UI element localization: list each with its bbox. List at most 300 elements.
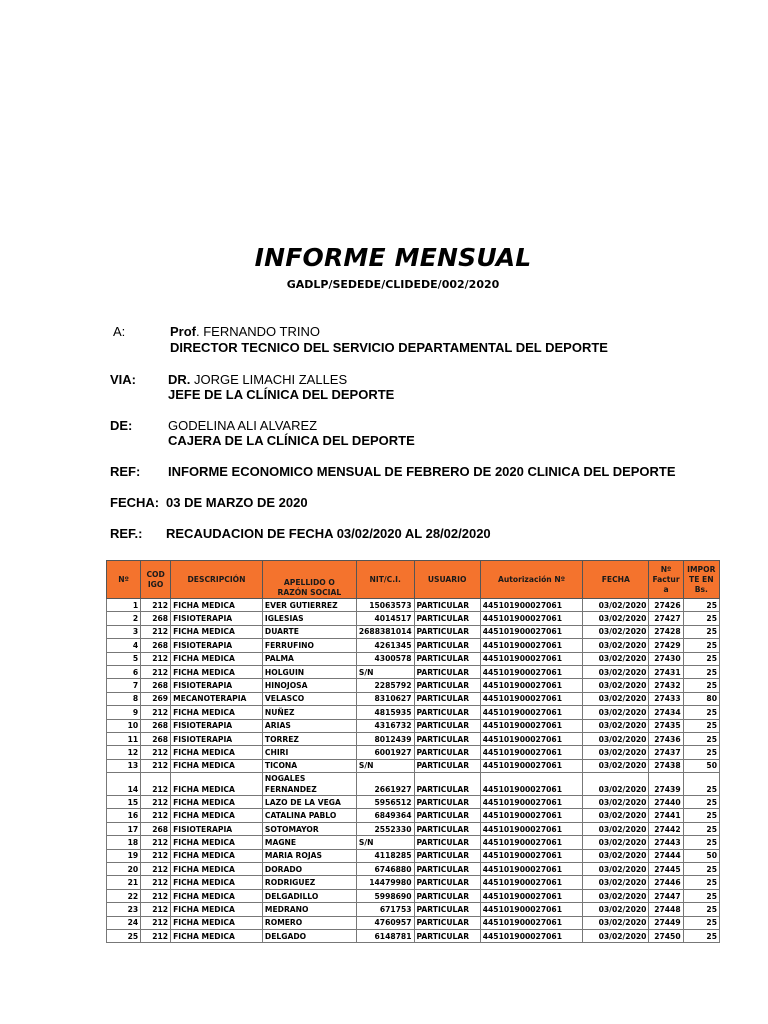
cell-num: 3 (107, 625, 141, 638)
cell-apellido: TORREZ (262, 732, 356, 745)
col-header-usuario: USUARIO (414, 561, 480, 599)
cell-fecha: 03/02/2020 (583, 746, 649, 759)
via-addressee (168, 372, 347, 387)
cell-factura: 27429 (649, 639, 683, 652)
cell-importe: 50 (683, 849, 719, 862)
cell-importe: 25 (683, 916, 719, 929)
via-role: JEFE DE LA CLÍNICA DEL DEPORTE (168, 387, 395, 402)
cell-apellido: TICONA (262, 759, 356, 772)
cell-factura: 27435 (649, 719, 683, 732)
cell-nit: 4316732 (356, 719, 414, 732)
cell-fecha: 03/02/2020 (583, 612, 649, 625)
cell-factura: 27437 (649, 746, 683, 759)
cell-autorizacion: 445101900027061 (480, 929, 583, 942)
cell-num: 24 (107, 916, 141, 929)
revenue-table (106, 560, 720, 943)
cell-usuario: PARTICULAR (414, 889, 480, 902)
cell-factura: 27427 (649, 612, 683, 625)
cell-importe: 25 (683, 796, 719, 809)
cell-apellido: ROMERO (262, 916, 356, 929)
table-row (107, 732, 720, 745)
table-row (107, 639, 720, 652)
table-row (107, 849, 720, 862)
cell-descripcion: FICHA MEDICA (171, 759, 263, 772)
cell-autorizacion: 445101900027061 (480, 863, 583, 876)
table-row (107, 692, 720, 705)
cell-importe: 25 (683, 719, 719, 732)
cell-autorizacion: 445101900027061 (480, 809, 583, 822)
cell-usuario: PARTICULAR (414, 903, 480, 916)
cell-codigo: 212 (141, 863, 171, 876)
cell-num: 14 (107, 773, 141, 796)
cell-usuario: PARTICULAR (414, 916, 480, 929)
cell-factura: 27445 (649, 863, 683, 876)
cell-importe: 25 (683, 903, 719, 916)
cell-importe: 25 (683, 639, 719, 652)
cell-factura: 27430 (649, 652, 683, 665)
cell-nit: S/N (356, 836, 414, 849)
cell-factura: 27432 (649, 679, 683, 692)
cell-fecha: 03/02/2020 (583, 599, 649, 612)
cell-importe: 25 (683, 679, 719, 692)
cell-codigo: 212 (141, 625, 171, 638)
table-row (107, 929, 720, 942)
cell-codigo: 269 (141, 692, 171, 705)
table-row (107, 876, 720, 889)
cell-codigo: 212 (141, 849, 171, 862)
cell-autorizacion: 445101900027061 (480, 746, 583, 759)
cell-codigo: 212 (141, 876, 171, 889)
table-row (107, 706, 720, 719)
cell-descripcion: FICHA MEDICA (171, 746, 263, 759)
cell-importe: 25 (683, 863, 719, 876)
cell-num: 21 (107, 876, 141, 889)
cell-codigo: 268 (141, 822, 171, 835)
cell-apellido: DELGADILLO (262, 889, 356, 902)
cell-importe: 25 (683, 929, 719, 942)
cell-fecha: 03/02/2020 (583, 692, 649, 705)
cell-fecha: 03/02/2020 (583, 665, 649, 678)
cell-apellido: IGLESIAS (262, 612, 356, 625)
cell-nit: S/N (356, 759, 414, 772)
cell-descripcion: FISIOTERAPIA (171, 612, 263, 625)
a-addressee (170, 324, 320, 339)
table-row (107, 599, 720, 612)
de-name: GODELINA ALI ALVAREZ (168, 418, 318, 433)
cell-codigo: 212 (141, 652, 171, 665)
cell-factura: 27438 (649, 759, 683, 772)
cell-num: 9 (107, 706, 141, 719)
cell-usuario: PARTICULAR (414, 822, 480, 835)
cell-fecha: 03/02/2020 (583, 836, 649, 849)
cell-factura: 27428 (649, 625, 683, 638)
cell-num: 7 (107, 679, 141, 692)
cell-importe: 50 (683, 759, 719, 772)
col-header-descripcion: DESCRIPCIÓN (171, 561, 263, 599)
cell-descripcion: FICHA MEDICA (171, 809, 263, 822)
cell-num: 13 (107, 759, 141, 772)
table-row (107, 809, 720, 822)
cell-usuario: PARTICULAR (414, 706, 480, 719)
table-row (107, 863, 720, 876)
cell-nit: 6001927 (356, 746, 414, 759)
cell-nit: 5956512 (356, 796, 414, 809)
cell-usuario: PARTICULAR (414, 773, 480, 796)
cell-num: 11 (107, 732, 141, 745)
cell-descripcion: FISIOTERAPIA (171, 732, 263, 745)
cell-descripcion: FICHA MEDICA (171, 652, 263, 665)
cell-fecha: 03/02/2020 (583, 916, 649, 929)
cell-descripcion: FICHA MEDICA (171, 796, 263, 809)
cell-usuario: PARTICULAR (414, 929, 480, 942)
cell-nit: 2285792 (356, 679, 414, 692)
cell-factura: 27434 (649, 706, 683, 719)
cell-usuario: PARTICULAR (414, 652, 480, 665)
cell-importe: 25 (683, 599, 719, 612)
cell-fecha: 03/02/2020 (583, 849, 649, 862)
cell-nit: 2661927 (356, 773, 414, 796)
cell-usuario: PARTICULAR (414, 719, 480, 732)
report-title: INFORME MENSUAL (254, 243, 532, 272)
cell-usuario: PARTICULAR (414, 679, 480, 692)
report-code: GADLP/SEDEDE/CLIDEDE/002/2020 (286, 278, 500, 291)
cell-descripcion: FICHA MEDICA (171, 916, 263, 929)
cell-nit: 14479980 (356, 876, 414, 889)
via-label: VIA: (110, 372, 136, 387)
cell-num: 15 (107, 796, 141, 809)
cell-factura: 27444 (649, 849, 683, 862)
cell-importe: 25 (683, 732, 719, 745)
table-row (107, 652, 720, 665)
cell-factura: 27439 (649, 773, 683, 796)
table-row (107, 836, 720, 849)
cell-codigo: 212 (141, 796, 171, 809)
cell-codigo: 268 (141, 679, 171, 692)
col-header-fecha: FECHA (583, 561, 649, 599)
cell-importe: 25 (683, 612, 719, 625)
cell-nit: 4014517 (356, 612, 414, 625)
cell-descripcion: FICHA MEDICA (171, 599, 263, 612)
cell-nit: 6148781 (356, 929, 414, 942)
cell-descripcion: FICHA MEDICA (171, 773, 263, 796)
cell-fecha: 03/02/2020 (583, 863, 649, 876)
cell-nit: S/N (356, 665, 414, 678)
col-header-codigo: COD IGO (141, 561, 171, 599)
fecha-text: 03 DE MARZO DE 2020 (166, 495, 308, 510)
cell-importe: 25 (683, 706, 719, 719)
cell-usuario: PARTICULAR (414, 665, 480, 678)
cell-usuario: PARTICULAR (414, 796, 480, 809)
ref2-label: REF.: (110, 526, 143, 541)
cell-autorizacion: 445101900027061 (480, 903, 583, 916)
cell-num: 2 (107, 612, 141, 625)
de-role: CAJERA DE LA CLÍNICA DEL DEPORTE (168, 433, 415, 448)
cell-apellido: DORADO (262, 863, 356, 876)
cell-num: 8 (107, 692, 141, 705)
cell-apellido: RODRIGUEZ (262, 876, 356, 889)
cell-num: 1 (107, 599, 141, 612)
cell-descripcion: FISIOTERAPIA (171, 822, 263, 835)
cell-descripcion: MECANOTERAPIA (171, 692, 263, 705)
cell-codigo: 212 (141, 929, 171, 942)
cell-autorizacion: 445101900027061 (480, 599, 583, 612)
cell-descripcion: FICHA MEDICA (171, 863, 263, 876)
cell-nit: 4118285 (356, 849, 414, 862)
cell-factura: 27449 (649, 916, 683, 929)
cell-num: 6 (107, 665, 141, 678)
cell-factura: 27446 (649, 876, 683, 889)
cell-fecha: 03/02/2020 (583, 679, 649, 692)
col-header-importe: IMPOR TE EN Bs. (683, 561, 719, 599)
cell-usuario: PARTICULAR (414, 692, 480, 705)
cell-codigo: 212 (141, 759, 171, 772)
cell-autorizacion: 445101900027061 (480, 822, 583, 835)
cell-codigo: 212 (141, 746, 171, 759)
cell-descripcion: FICHA MEDICA (171, 903, 263, 916)
cell-autorizacion: 445101900027061 (480, 612, 583, 625)
cell-factura: 27426 (649, 599, 683, 612)
cell-descripcion: FICHA MEDICA (171, 849, 263, 862)
cell-codigo: 212 (141, 665, 171, 678)
cell-apellido: SOTOMAYOR (262, 822, 356, 835)
table-row (107, 679, 720, 692)
table-row (107, 903, 720, 916)
cell-codigo: 212 (141, 809, 171, 822)
table-row (107, 719, 720, 732)
a-name: . FERNANDO TRINO (196, 324, 320, 339)
cell-autorizacion: 445101900027061 (480, 759, 583, 772)
cell-autorizacion: 445101900027061 (480, 679, 583, 692)
cell-factura: 27443 (649, 836, 683, 849)
cell-fecha: 03/02/2020 (583, 732, 649, 745)
cell-apellido: HOLGUIN (262, 665, 356, 678)
cell-apellido: FERRUFINO (262, 639, 356, 652)
cell-fecha: 03/02/2020 (583, 903, 649, 916)
cell-usuario: PARTICULAR (414, 746, 480, 759)
cell-fecha: 03/02/2020 (583, 876, 649, 889)
cell-importe: 25 (683, 665, 719, 678)
cell-factura: 27441 (649, 809, 683, 822)
cell-importe: 25 (683, 773, 719, 796)
cell-descripcion: FICHA MEDICA (171, 929, 263, 942)
cell-factura: 27436 (649, 732, 683, 745)
table-row (107, 889, 720, 902)
cell-importe: 25 (683, 809, 719, 822)
ref2-text: RECAUDACION DE FECHA 03/02/2020 AL 28/02/2020 (166, 526, 491, 541)
cell-autorizacion: 445101900027061 (480, 639, 583, 652)
cell-descripcion: FICHA MEDICA (171, 706, 263, 719)
col-header-autorizacion: Autorización Nº (480, 561, 583, 599)
cell-factura: 27450 (649, 929, 683, 942)
cell-factura: 27440 (649, 796, 683, 809)
cell-usuario: PARTICULAR (414, 849, 480, 862)
cell-apellido: VELASCO (262, 692, 356, 705)
cell-importe: 25 (683, 746, 719, 759)
table-row (107, 759, 720, 772)
cell-nit: 15063573 (356, 599, 414, 612)
cell-num: 17 (107, 822, 141, 835)
cell-usuario: PARTICULAR (414, 599, 480, 612)
a-prefix: Prof (170, 324, 196, 339)
cell-fecha: 03/02/2020 (583, 929, 649, 942)
cell-descripcion: FICHA MEDICA (171, 876, 263, 889)
cell-usuario: PARTICULAR (414, 863, 480, 876)
cell-apellido: PALMA (262, 652, 356, 665)
via-name: JORGE LIMACHI ZALLES (190, 372, 348, 387)
cell-autorizacion: 445101900027061 (480, 719, 583, 732)
cell-num: 22 (107, 889, 141, 902)
cell-autorizacion: 445101900027061 (480, 796, 583, 809)
cell-importe: 80 (683, 692, 719, 705)
cell-codigo: 212 (141, 599, 171, 612)
cell-nit: 4760957 (356, 916, 414, 929)
col-header-apellido: APELLIDO O RAZÓN SOCIAL (262, 561, 356, 599)
cell-codigo: 268 (141, 719, 171, 732)
cell-nit: 4261345 (356, 639, 414, 652)
cell-nit: 5998690 (356, 889, 414, 902)
cell-apellido: MAGNE (262, 836, 356, 849)
cell-codigo: 212 (141, 706, 171, 719)
cell-apellido: LAZO DE LA VEGA (262, 796, 356, 809)
cell-importe: 25 (683, 652, 719, 665)
cell-fecha: 03/02/2020 (583, 822, 649, 835)
cell-descripcion: FICHA MEDICA (171, 665, 263, 678)
cell-usuario: PARTICULAR (414, 639, 480, 652)
cell-nit: 6746880 (356, 863, 414, 876)
cell-autorizacion: 445101900027061 (480, 625, 583, 638)
cell-codigo: 268 (141, 732, 171, 745)
cell-autorizacion: 445101900027061 (480, 836, 583, 849)
cell-autorizacion: 445101900027061 (480, 876, 583, 889)
cell-nit: 4300578 (356, 652, 414, 665)
cell-descripcion: FISIOTERAPIA (171, 719, 263, 732)
cell-nit: 2552330 (356, 822, 414, 835)
cell-usuario: PARTICULAR (414, 876, 480, 889)
cell-autorizacion: 445101900027061 (480, 889, 583, 902)
cell-fecha: 03/02/2020 (583, 639, 649, 652)
cell-codigo: 212 (141, 889, 171, 902)
cell-fecha: 03/02/2020 (583, 773, 649, 796)
cell-autorizacion: 445101900027061 (480, 773, 583, 796)
cell-apellido: NUÑEZ (262, 706, 356, 719)
cell-apellido: CHIRI (262, 746, 356, 759)
cell-fecha: 03/02/2020 (583, 889, 649, 902)
fecha-label: FECHA: (110, 495, 160, 510)
cell-fecha: 03/02/2020 (583, 809, 649, 822)
cell-fecha: 03/02/2020 (583, 652, 649, 665)
cell-codigo: 212 (141, 916, 171, 929)
ref-text: INFORME ECONOMICO MENSUAL DE FEBRERO DE 2020 CLINICA DEL DEPORTE (168, 464, 676, 479)
cell-num: 20 (107, 863, 141, 876)
cell-autorizacion: 445101900027061 (480, 916, 583, 929)
cell-autorizacion: 445101900027061 (480, 665, 583, 678)
ref-label: REF: (110, 464, 141, 479)
cell-usuario: PARTICULAR (414, 732, 480, 745)
cell-fecha: 03/02/2020 (583, 625, 649, 638)
cell-factura: 27431 (649, 665, 683, 678)
cell-codigo: 268 (141, 612, 171, 625)
cell-apellido: NOGALES FERNANDEZ (262, 773, 356, 796)
cell-codigo: 212 (141, 773, 171, 796)
cell-autorizacion: 445101900027061 (480, 849, 583, 862)
cell-apellido: ARIAS (262, 719, 356, 732)
cell-usuario: PARTICULAR (414, 809, 480, 822)
cell-importe: 25 (683, 822, 719, 835)
cell-usuario: PARTICULAR (414, 836, 480, 849)
cell-num: 12 (107, 746, 141, 759)
cell-apellido: MARIA ROJAS (262, 849, 356, 862)
cell-fecha: 03/02/2020 (583, 759, 649, 772)
a-role: DIRECTOR TECNICO DEL SERVICIO DEPARTAMENTAL DEL DEPORTE (170, 340, 608, 355)
cell-apellido: EVER GUTIERREZ (262, 599, 356, 612)
cell-factura: 27442 (649, 822, 683, 835)
cell-autorizacion: 445101900027061 (480, 652, 583, 665)
cell-num: 18 (107, 836, 141, 849)
table-row (107, 773, 720, 796)
cell-descripcion: FISIOTERAPIA (171, 639, 263, 652)
cell-codigo: 212 (141, 903, 171, 916)
cell-num: 23 (107, 903, 141, 916)
col-header-factura: Nº Factur a (649, 561, 683, 599)
cell-fecha: 03/02/2020 (583, 706, 649, 719)
table-row (107, 822, 720, 835)
cell-descripcion: FICHA MEDICA (171, 625, 263, 638)
cell-nit: 4815935 (356, 706, 414, 719)
a-label: A: (113, 324, 126, 339)
cell-factura: 27447 (649, 889, 683, 902)
cell-autorizacion: 445101900027061 (480, 706, 583, 719)
de-label: DE: (110, 418, 133, 433)
col-header-num: Nº (107, 561, 141, 599)
cell-apellido: DUARTE (262, 625, 356, 638)
cell-usuario: PARTICULAR (414, 612, 480, 625)
cell-descripcion: FISIOTERAPIA (171, 679, 263, 692)
table-row (107, 665, 720, 678)
cell-num: 16 (107, 809, 141, 822)
cell-importe: 25 (683, 876, 719, 889)
cell-nit: 671753 (356, 903, 414, 916)
cell-autorizacion: 445101900027061 (480, 732, 583, 745)
cell-num: 4 (107, 639, 141, 652)
table-row (107, 746, 720, 759)
cell-apellido: CATALINA PABLO (262, 809, 356, 822)
cell-codigo: 268 (141, 639, 171, 652)
cell-usuario: PARTICULAR (414, 759, 480, 772)
table-row (107, 612, 720, 625)
table-row (107, 796, 720, 809)
cell-importe: 25 (683, 625, 719, 638)
cell-factura: 27433 (649, 692, 683, 705)
cell-fecha: 03/02/2020 (583, 796, 649, 809)
cell-apellido: HINOJOSA (262, 679, 356, 692)
via-prefix: DR. (168, 372, 191, 387)
cell-nit: 6849364 (356, 809, 414, 822)
cell-autorizacion: 445101900027061 (480, 692, 583, 705)
cell-nit: 2688381014 (356, 625, 414, 638)
cell-codigo: 212 (141, 836, 171, 849)
cell-factura: 27448 (649, 903, 683, 916)
table-row (107, 916, 720, 929)
cell-importe: 25 (683, 889, 719, 902)
cell-descripcion: FICHA MEDICA (171, 836, 263, 849)
cell-usuario: PARTICULAR (414, 625, 480, 638)
cell-nit: 8310627 (356, 692, 414, 705)
col-header-nit: NIT/C.I. (356, 561, 414, 599)
cell-fecha: 03/02/2020 (583, 719, 649, 732)
table-row (107, 625, 720, 638)
cell-num: 5 (107, 652, 141, 665)
cell-apellido: MEDRANO (262, 903, 356, 916)
